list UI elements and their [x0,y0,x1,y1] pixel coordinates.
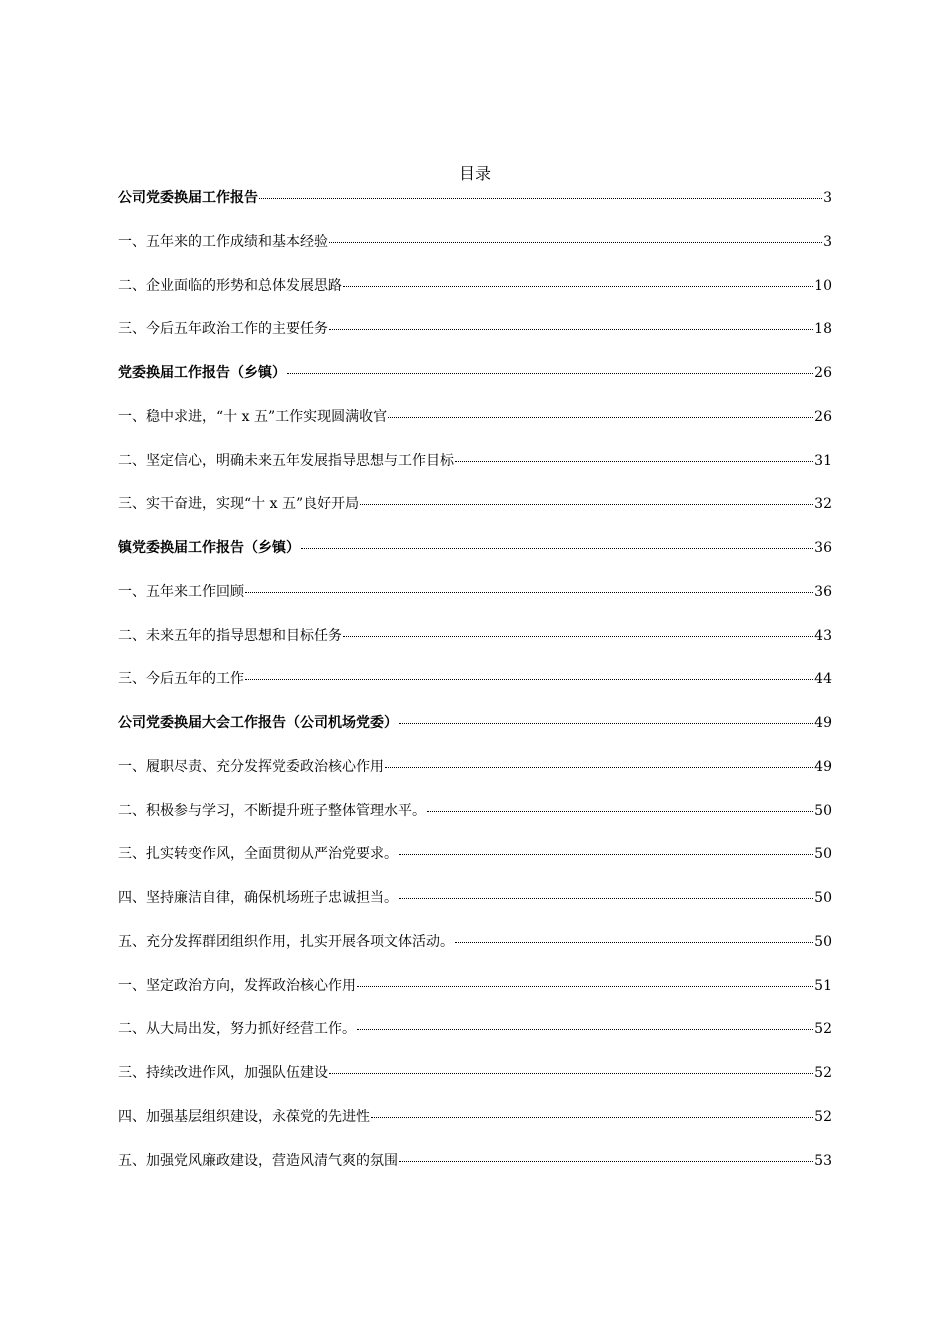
toc-entry[interactable] [118,800,832,822]
toc-leader-dots [357,986,813,987]
toc-entry-title: 一、坚定政治方向，发挥政治核心作用 [118,977,356,994]
toc-entry[interactable] [118,843,832,865]
toc-leader-dots [455,942,813,943]
toc-leader-dots [329,329,813,330]
toc-entry[interactable] [118,450,832,472]
toc-entry[interactable] [118,712,832,734]
toc-entry[interactable] [118,1062,832,1084]
toc-entry-title: 二、积极参与学习，不断提升班子整体管理水平。 [118,802,426,819]
toc-entry[interactable] [118,1018,832,1040]
toc-leader-dots [371,1117,813,1118]
toc-leader-dots [329,1073,813,1074]
toc-entry-title: 一、五年来的工作成绩和基本经验 [118,233,328,250]
toc-entry[interactable] [118,362,832,384]
page-title: 目录 [458,164,491,183]
toc-entry-title: 三、今后五年政治工作的主要任务 [118,321,328,338]
toc-entry-title: 一、稳中求进，“十 x 五”工作实现圆满收官 [118,408,388,425]
toc-entry-title: 一、履职尽责、充分发挥党委政治核心作用 [118,758,384,775]
toc-entry-page-number: 52 [814,1108,832,1125]
toc-leader-dots [360,504,813,505]
toc-entry[interactable] [118,275,832,297]
toc-entry[interactable] [118,975,832,997]
toc-leader-dots [385,767,813,768]
toc-entry-page-number: 3 [823,190,832,206]
toc-entry-page-number: 36 [814,540,832,556]
toc-entry[interactable] [118,625,832,647]
toc-entry[interactable] [118,668,832,690]
toc-entry[interactable] [118,318,832,340]
toc-entry-title: 三、扎实转变作风，全面贯彻从严治党要求。 [118,846,398,863]
toc-entry-title: 三、持续改进作风，加强队伍建设 [118,1065,328,1081]
toc-leader-dots [245,679,813,680]
toc-entry[interactable] [118,1106,832,1128]
toc-leader-dots [388,417,813,418]
toc-entry-title: 二、企业面临的形势和总体发展思路 [118,277,342,294]
toc-entry-page-number: 43 [814,627,832,644]
toc-entry-page-number: 50 [814,890,832,906]
toc-entry[interactable] [118,756,832,778]
toc-entry[interactable] [118,187,832,209]
toc-entry[interactable] [118,406,832,428]
toc-entry-title: 党委换届工作报告（乡镇） [118,365,286,381]
toc-leader-dots [399,854,813,855]
toc-entry-page-number: 51 [814,977,832,994]
toc-leader-dots [343,286,813,287]
toc-entry[interactable] [118,581,832,603]
toc-entry-page-number: 50 [814,846,832,863]
table-of-contents [118,187,832,1172]
toc-entry[interactable] [118,1150,832,1172]
toc-entry-title: 镇党委换届工作报告（乡镇） [118,540,300,556]
toc-entry-page-number: 53 [814,1152,832,1169]
toc-entry-page-number: 32 [814,496,832,513]
toc-entry-page-number: 36 [814,583,832,600]
toc-entry-page-number: 18 [814,321,832,338]
toc-entry-page-number: 49 [814,758,832,775]
toc-entry-page-number: 31 [814,452,832,469]
toc-entry-title: 五、加强党风廉政建设，营造风清气爽的氛围 [118,1152,398,1169]
toc-entry-page-number: 26 [814,365,832,381]
toc-entry-title: 三、今后五年的工作 [118,671,244,688]
toc-leader-dots [329,242,822,243]
toc-leader-dots [245,592,813,593]
toc-entry[interactable] [118,537,832,559]
toc-leader-dots [287,373,813,374]
toc-entry-title: 四、加强基层组织建设，永葆党的先进性 [118,1108,370,1125]
toc-entry-title: 一、五年来工作回顾 [118,583,244,600]
toc-entry-title: 三、实干奋进，实现“十 x 五”良好开局 [118,496,360,513]
toc-entry-title: 五、充分发挥群团组织作用，扎实开展各项文体活动。 [118,933,454,950]
toc-entry-page-number: 3 [823,233,832,250]
toc-entry-page-number: 44 [814,671,832,688]
toc-entry-page-number: 26 [814,408,832,425]
toc-entry[interactable] [118,493,832,515]
toc-entry-page-number: 50 [814,933,832,950]
toc-entry[interactable] [118,231,832,253]
toc-leader-dots [399,898,813,899]
toc-entry-page-number: 10 [814,277,832,294]
toc-leader-dots [427,811,813,812]
toc-leader-dots [357,1029,813,1030]
toc-entry-title: 二、未来五年的指导思想和目标任务 [118,627,342,644]
toc-entry-title: 公司党委换届工作报告 [118,190,258,206]
toc-leader-dots [399,1161,813,1162]
toc-leader-dots [399,723,813,724]
toc-entry-title: 四、坚持廉洁自律，确保机场班子忠诚担当。 [118,890,398,906]
toc-leader-dots [343,636,813,637]
toc-leader-dots [259,198,822,199]
toc-entry[interactable] [118,931,832,953]
toc-leader-dots [455,461,813,462]
toc-entry-title: 二、坚定信心，明确未来五年发展指导思想与工作目标 [118,452,454,469]
toc-entry-page-number: 52 [814,1021,832,1038]
toc-leader-dots [301,548,813,549]
toc-entry[interactable] [118,887,832,909]
toc-entry-page-number: 52 [814,1065,832,1081]
toc-entry-title: 公司党委换届大会工作报告（公司机场党委） [118,715,398,731]
toc-entry-page-number: 49 [814,715,832,731]
toc-entry-page-number: 50 [814,802,832,819]
toc-entry-title: 二、从大局出发，努力抓好经营工作。 [118,1021,356,1038]
